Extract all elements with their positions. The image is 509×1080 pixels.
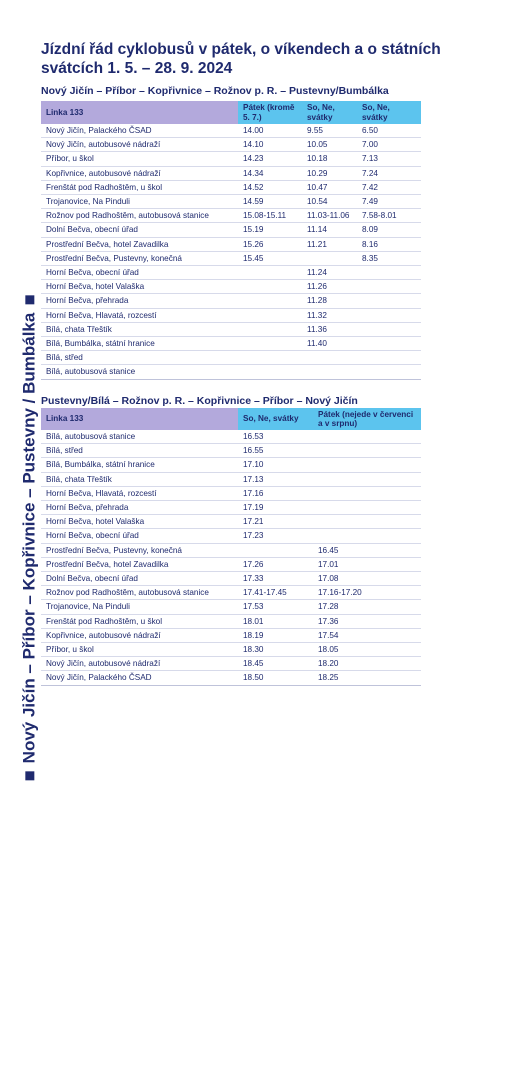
departure-time-cell [313,529,421,543]
departure-time-cell: 8.09 [357,223,421,237]
departure-time-cell: 11.32 [302,308,357,322]
departure-time-cell: 17.33 [238,572,313,586]
departure-time-cell: 18.30 [238,643,313,657]
table-row [41,671,421,685]
departure-time-cell: 14.34 [238,166,302,180]
header-col: So, Ne, svátky [238,408,313,430]
departure-time-cell [238,337,302,351]
stop-name-cell: Kopřivnice, autobusové nádraží [41,628,238,642]
header-col: Pátek (kromě 5. 7.) [238,101,302,124]
stop-name-cell: Příbor, u škol [41,152,238,166]
departure-time-cell [357,294,421,308]
departure-time-cell [238,322,302,336]
departure-time-cell [302,351,357,365]
departure-time-cell: 18.05 [313,643,421,657]
stop-name-cell: Horní Bečva, Hlavatá, rozcestí [41,308,238,322]
departure-time-cell: 14.23 [238,152,302,166]
stop-name-cell: Horní Bečva, hotel Valaška [41,515,238,529]
table-row [41,138,421,152]
stop-name-cell: Bílá, autobusová stanice [41,365,238,379]
table-row [41,365,421,379]
departure-time-cell: 16.53 [238,430,313,444]
stop-name-cell: Trojanovice, Na Pinduli [41,600,238,614]
departure-time-cell: 18.25 [313,671,421,685]
departure-time-cell: 7.58-8.01 [357,209,421,223]
table-row [41,529,421,543]
departure-time-cell [313,501,421,515]
stop-name-cell: Prostřední Bečva, hotel Zavadilka [41,557,238,571]
departure-time-cell: 16.45 [313,543,421,557]
departure-time-cell: 17.21 [238,515,313,529]
departure-time-cell: 18.50 [238,671,313,685]
stop-name-cell: Rožnov pod Radhoštěm, autobusová stanice [41,586,238,600]
stop-name-cell: Nový Jičín, Palackého ČSAD [41,124,238,138]
departure-time-cell: 17.16 [238,486,313,500]
stop-name-cell: Horní Bečva, hotel Valaška [41,280,238,294]
departure-time-cell [313,472,421,486]
departure-time-cell: 7.13 [357,152,421,166]
departure-time-cell [302,365,357,379]
departure-time-cell: 17.36 [313,614,421,628]
timetable-outbound [41,101,421,380]
departure-time-cell: 17.54 [313,628,421,642]
table-row [41,280,421,294]
stop-name-cell: Dolní Bečva, obecní úřad [41,223,238,237]
table-row [41,266,421,280]
stop-name-cell: Dolní Bečva, obecní úřad [41,572,238,586]
table-row [41,486,421,500]
table-row [41,430,421,444]
departure-time-cell: 7.00 [357,138,421,152]
stop-name-cell: Bílá, střed [41,351,238,365]
table-row [41,444,421,458]
table-row [41,337,421,351]
departure-time-cell: 18.45 [238,657,313,671]
table-row [41,294,421,308]
departure-time-cell: 11.21 [302,237,357,251]
table-row [41,152,421,166]
stop-name-cell: Prostřední Bečva, Pustevny, konečná [41,251,238,265]
table-row [41,180,421,194]
side-route-text: Nový Jičín – Příbor – Kopřivnice – Pustevny / Bumbálka [19,312,39,764]
departure-time-cell: 17.08 [313,572,421,586]
stop-name-cell: Bílá, Bumbálka, státní hranice [41,458,238,472]
table-row [41,515,421,529]
stop-name-cell: Nový Jičín, Palackého ČSAD [41,671,238,685]
departure-time-cell [313,458,421,472]
departure-time-cell: 6.50 [357,124,421,138]
stop-name-cell: Prostřední Bečva, hotel Zavadilka [41,237,238,251]
header-line: Linka 133 [41,408,238,430]
table-row [41,223,421,237]
departure-time-cell: 10.54 [302,195,357,209]
table-row [41,322,421,336]
departure-time-cell: 16.55 [238,444,313,458]
departure-time-cell [313,515,421,529]
departure-time-cell: 17.28 [313,600,421,614]
departure-time-cell [357,308,421,322]
departure-time-cell [357,266,421,280]
departure-time-cell: 11.03-11.06 [302,209,357,223]
stop-name-cell: Horní Bečva, obecní úřad [41,266,238,280]
table2-route-title: Pustevny/Bílá – Rožnov p. R. – Kopřivnice – Příbor – Nový Jičín [41,395,358,407]
departure-time-cell [357,337,421,351]
departure-time-cell: 11.14 [302,223,357,237]
departure-time-cell [238,266,302,280]
departure-time-cell: 17.19 [238,501,313,515]
stop-name-cell: Bílá, Bumbálka, státní hranice [41,337,238,351]
departure-time-cell: 8.16 [357,237,421,251]
stop-name-cell: Kopřivnice, autobusové nádraží [41,166,238,180]
departure-time-cell [313,430,421,444]
departure-time-cell: 11.28 [302,294,357,308]
departure-time-cell: 17.26 [238,557,313,571]
departure-time-cell [238,308,302,322]
departure-time-cell: 11.36 [302,322,357,336]
table-row [41,124,421,138]
departure-time-cell: 14.00 [238,124,302,138]
header-col: So, Ne, svátky [357,101,421,124]
table-row [41,166,421,180]
departure-time-cell [357,351,421,365]
departure-time-cell: 17.10 [238,458,313,472]
stop-name-cell: Příbor, u škol [41,643,238,657]
departure-time-cell: 10.29 [302,166,357,180]
bullet-square-icon [25,296,34,305]
table-row [41,657,421,671]
table-row [41,572,421,586]
departure-time-cell [238,294,302,308]
stop-name-cell: Bílá, chata Třeštík [41,322,238,336]
departure-time-cell [357,322,421,336]
departure-time-cell: 9.55 [302,124,357,138]
departure-time-cell [238,543,313,557]
departure-time-cell: 14.59 [238,195,302,209]
table-row [41,237,421,251]
bullet-square-icon [25,771,34,780]
side-route-label [17,294,41,782]
stop-name-cell: Bílá, chata Třeštík [41,472,238,486]
departure-time-cell: 17.01 [313,557,421,571]
table-row [41,643,421,657]
table-row [41,351,421,365]
departure-time-cell: 10.47 [302,180,357,194]
table-row [41,543,421,557]
header-col: Pátek (nejede v červenci a v srpnu) [313,408,421,430]
table-row [41,472,421,486]
departure-time-cell [238,365,302,379]
departure-time-cell: 15.19 [238,223,302,237]
departure-time-cell: 15.08-15.11 [238,209,302,223]
departure-time-cell: 8.35 [357,251,421,265]
timetable-return [41,408,421,686]
departure-time-cell: 15.26 [238,237,302,251]
departure-time-cell: 17.41-17.45 [238,586,313,600]
stop-name-cell: Nový Jičín, autobusové nádraží [41,138,238,152]
departure-time-cell: 14.52 [238,180,302,194]
header-line: Linka 133 [41,101,238,124]
table-row [41,308,421,322]
departure-time-cell: 10.18 [302,152,357,166]
departure-time-cell [302,251,357,265]
table-row [41,251,421,265]
table-row [41,209,421,223]
table-row [41,600,421,614]
stop-name-cell: Frenštát pod Radhoštěm, u škol [41,614,238,628]
table-row [41,628,421,642]
stop-name-cell: Horní Bečva, obecní úřad [41,529,238,543]
departure-time-cell: 11.40 [302,337,357,351]
departure-time-cell: 11.26 [302,280,357,294]
stop-name-cell: Bílá, střed [41,444,238,458]
departure-time-cell: 7.24 [357,166,421,180]
departure-time-cell: 17.53 [238,600,313,614]
departure-time-cell [238,280,302,294]
departure-time-cell [357,365,421,379]
table-row [41,614,421,628]
departure-time-cell: 10.05 [302,138,357,152]
stop-name-cell: Horní Bečva, přehrada [41,501,238,515]
stop-name-cell: Bílá, autobusová stanice [41,430,238,444]
table-row [41,195,421,209]
stop-name-cell: Nový Jičín, autobusové nádraží [41,657,238,671]
table-row [41,458,421,472]
table-row [41,586,421,600]
table1-route-title: Nový Jičín – Příbor – Kopřivnice – Rožnov p. R. – Pustevny/Bumbálka [41,85,389,97]
departure-time-cell: 11.24 [302,266,357,280]
stop-name-cell: Prostřední Bečva, Pustevny, konečná [41,543,238,557]
departure-time-cell: 18.19 [238,628,313,642]
departure-time-cell: 17.13 [238,472,313,486]
stop-name-cell: Frenštát pod Radhoštěm, u škol [41,180,238,194]
departure-time-cell: 14.10 [238,138,302,152]
stop-name-cell: Horní Bečva, přehrada [41,294,238,308]
table-row [41,501,421,515]
table-row [41,557,421,571]
departure-time-cell: 18.01 [238,614,313,628]
departure-time-cell: 17.16-17.20 [313,586,421,600]
departure-time-cell: 15.45 [238,251,302,265]
departure-time-cell: 7.49 [357,195,421,209]
stop-name-cell: Trojanovice, Na Pinduli [41,195,238,209]
stop-name-cell: Horní Bečva, Hlavatá, rozcestí [41,486,238,500]
departure-time-cell [313,444,421,458]
page-title: Jízdní řád cyklobusů v pátek, o víkendech a o státních svátcích 1. 5. – 28. 9. 2024 [41,41,441,77]
header-col: So, Ne, svátky [302,101,357,124]
departure-time-cell [313,486,421,500]
departure-time-cell: 18.20 [313,657,421,671]
departure-time-cell: 17.23 [238,529,313,543]
departure-time-cell [238,351,302,365]
departure-time-cell: 7.42 [357,180,421,194]
stop-name-cell: Rožnov pod Radhoštěm, autobusová stanice [41,209,238,223]
departure-time-cell [357,280,421,294]
